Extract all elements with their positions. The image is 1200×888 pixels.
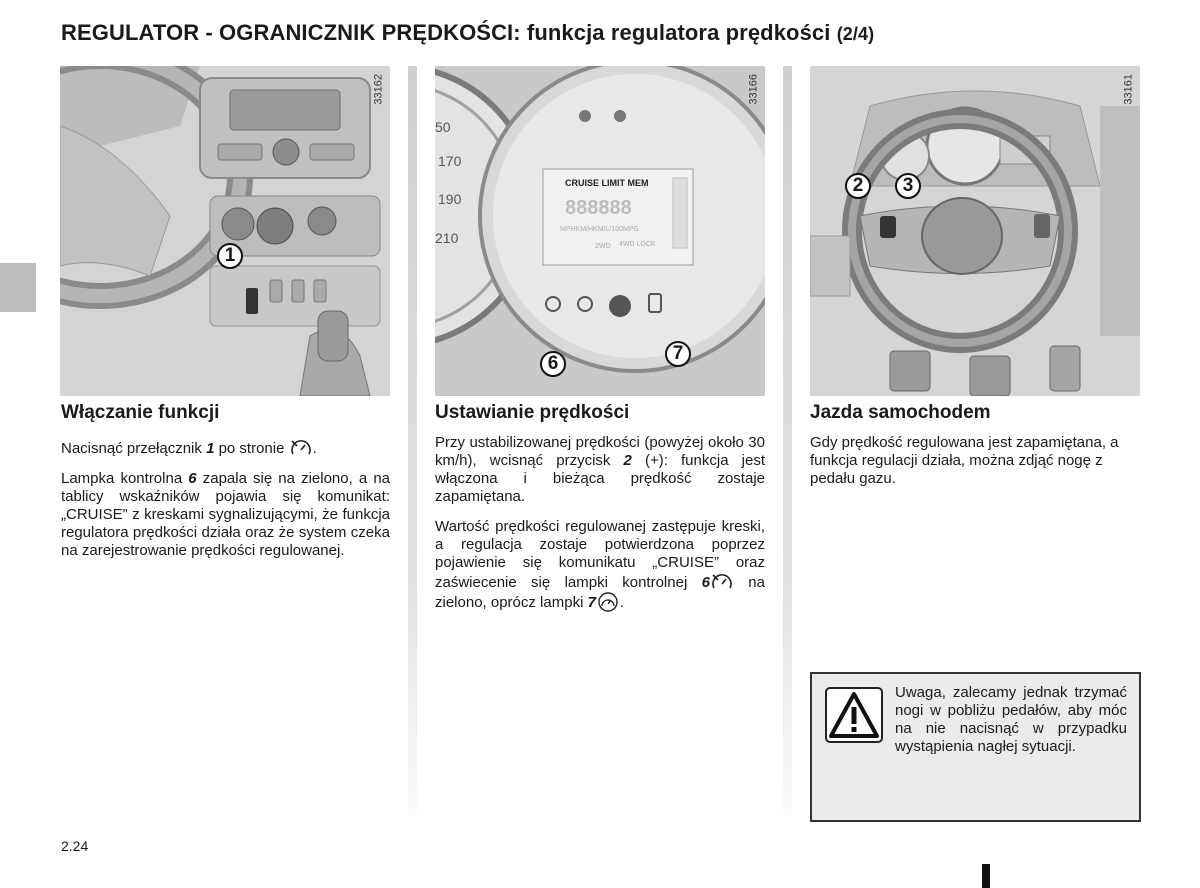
page-number: 2.24	[61, 838, 89, 854]
paragraph: Lampka kontrolna 6 zapala się na zielono, a na tablicy wskaźników pojawia się komunikat: „CRUISE” z kreskami sygnalizującymi, że funkcja regulatora prędkości działa oraz że system czeka na zarejestrowanie prędkości regulowanej.	[61, 470, 391, 559]
figure-code: 33161	[1123, 74, 1135, 105]
reference-number: 6	[701, 574, 710, 591]
paragraph: Nacisnąć przełącznik 1 po stronie .	[61, 440, 317, 457]
display-cruise-label: CRUISE LIMIT MEM	[565, 178, 649, 188]
page-title-main: REGULATOR - OGRANICZNIK PRĘDKOŚCI: funkcja regulatora prędkości	[61, 20, 831, 45]
callout-6: 6	[540, 351, 566, 377]
reference-number: 7	[587, 594, 596, 611]
figure-code: 33162	[373, 74, 385, 105]
figure-instrument-cluster	[435, 66, 765, 396]
svg-text:888888: 888888	[565, 197, 632, 219]
paragraph: Przy ustabilizowanej prędkości (powyżej około 30 km/h), wcisnąć przycisk 2 (+): funkcja jest włączona i bieżąca prędkość zostaje zapamiętana.	[435, 434, 765, 505]
warning-text: Uwaga, zalecamy jednak trzymać nogi w pobliżu pedałów, aby móc na nie nacisnąć w przypadku wystąpienia nagłej sytuacji.	[895, 684, 1127, 755]
section-body-set-speed	[435, 434, 765, 624]
paragraph: Gdy prędkość regulowana jest zapamiętana, a funkcja regulacji działa, można zdjąć nogę z pedału gazu.	[810, 434, 1119, 487]
warning-box	[810, 672, 1141, 822]
gauge-tick: 50	[435, 119, 451, 135]
gauge-tick: 210	[435, 230, 459, 246]
page-title	[61, 20, 874, 46]
figure-console-switch	[60, 66, 390, 396]
callout-3: 3	[895, 173, 921, 199]
section-body-enable	[61, 438, 390, 572]
gauge-tick: 190	[438, 191, 462, 207]
figure-steering-wheel	[810, 66, 1140, 396]
callout-7: 7	[665, 341, 691, 367]
section-body-driving	[810, 434, 1141, 500]
cruise-control-icon	[289, 438, 313, 458]
section-title-set-speed: Ustawianie prędkości	[435, 402, 630, 423]
cruise-control-icon	[710, 572, 734, 592]
column-divider	[783, 66, 792, 816]
display-units-label: MPHKM/HKM/L/100MPG	[560, 226, 639, 233]
steering-wheel-illustration	[810, 66, 1140, 396]
reference-number: 1	[206, 440, 215, 457]
cluster-illustration	[435, 66, 765, 396]
console-illustration	[60, 66, 390, 396]
page-edge-marker	[982, 864, 990, 888]
reference-number: 6	[188, 470, 197, 487]
warning-triangle-icon	[825, 687, 883, 743]
figure-code: 33166	[748, 74, 760, 105]
speed-limiter-icon	[596, 592, 620, 612]
reference-number: 2	[623, 452, 632, 469]
section-title-driving: Jazda samochodem	[810, 402, 991, 423]
paragraph: Wartość prędkości regulowanej zastępuje kreski, a regulacja zostaje potwierdzona poprzez pojawienie się komunikatu „CRUISE” oraz zaświecenie się lampki kontrolnej 6 na zielono, oprócz lampki 7 .	[435, 518, 765, 611]
chapter-tab	[0, 263, 36, 312]
column-divider	[408, 66, 417, 816]
display-2wd-label: 2WD	[595, 243, 611, 250]
callout-1: 1	[217, 243, 243, 269]
callout-2: 2	[845, 173, 871, 199]
display-4wd-label: 4WD LOCK	[619, 241, 656, 248]
gauge-tick: 170	[438, 153, 462, 169]
page-title-fraction: (2/4)	[836, 24, 875, 44]
section-title-enable: Włączanie funkcji	[61, 402, 220, 423]
